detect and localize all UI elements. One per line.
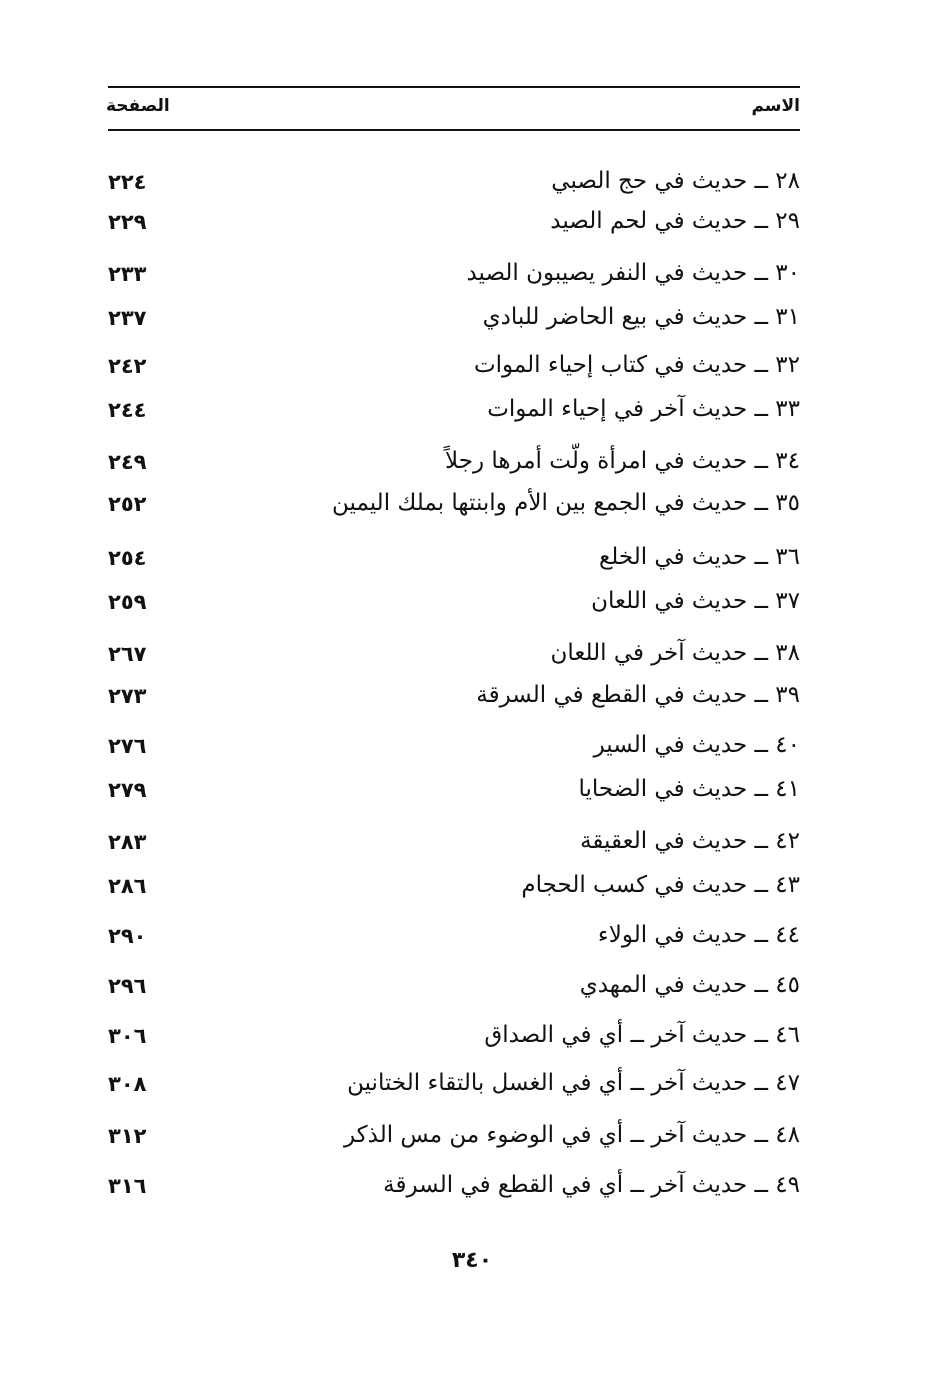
- header-rule: [108, 129, 800, 131]
- entry-page-number: ٢٣٧: [108, 306, 147, 330]
- entry-title: ٤١ ــ حديث في الضحايا: [578, 776, 800, 802]
- entry-page-number: ٢٩٠: [108, 924, 147, 948]
- entry-page-number: ٢٩٦: [108, 974, 147, 998]
- entry-title: ٤٢ ــ حديث في العقيقة: [580, 828, 800, 854]
- entry-page-number: ٢٧٩: [108, 778, 147, 802]
- entry-title: ٣٢ ــ حديث في كتاب إحياء الموات: [473, 352, 800, 378]
- entry-title: ٣٣ ــ حديث آخر في إحياء الموات: [487, 396, 800, 422]
- top-rule: [108, 86, 800, 88]
- entry-page-number: ٢٧٣: [108, 684, 147, 708]
- page-column-header: الصفحة: [106, 96, 170, 116]
- toc-entry: [108, 396, 800, 436]
- entry-title: ٣١ ــ حديث في بيع الحاضر للبادي: [482, 304, 800, 330]
- toc-entry: [108, 872, 800, 912]
- entry-title: ٣٧ ــ حديث في اللعان: [591, 588, 800, 614]
- toc-entry: [108, 640, 800, 680]
- entry-title: ٤٧ ــ حديث آخر ــ أي في الغسل بالتقاء الختانين: [347, 1070, 800, 1096]
- toc-entry: [108, 448, 800, 488]
- entry-page-number: ٢٥٤: [108, 546, 147, 570]
- toc-entry: [108, 1022, 800, 1062]
- entry-title: ٤٦ ــ حديث آخر ــ أي في الصداق: [484, 1022, 800, 1048]
- toc-entry: [108, 352, 800, 392]
- entry-page-number: ٣٠٨: [108, 1072, 147, 1096]
- toc-entry: [108, 304, 800, 344]
- entry-title: ٣٦ ــ حديث في الخلع: [599, 544, 800, 570]
- entry-page-number: ٢٨٦: [108, 874, 147, 898]
- entry-page-number: ٢٤٢: [108, 354, 147, 378]
- page-number: ٣٤٠: [451, 1248, 493, 1273]
- entry-title: ٢٩ ــ حديث في لحم الصيد: [550, 208, 800, 234]
- toc-entry: [108, 682, 800, 722]
- entry-page-number: ٣١٦: [108, 1174, 147, 1198]
- entry-title: ٣٩ ــ حديث في القطع في السرقة: [476, 682, 800, 708]
- toc-entry: [108, 544, 800, 584]
- toc-entry: [108, 1070, 800, 1110]
- toc-entry: [108, 168, 800, 208]
- entry-title: ٤٨ ــ حديث آخر ــ أي في الوضوء من مس الذكر: [343, 1122, 800, 1148]
- entry-page-number: ٢٤٩: [108, 450, 147, 474]
- toc-entry: [108, 1122, 800, 1162]
- toc-entry: [108, 922, 800, 962]
- toc-entry: [108, 260, 800, 300]
- entry-title: ٤٣ ــ حديث في كسب الحجام: [521, 872, 800, 898]
- entry-title: ٣٤ ــ حديث في امرأة ولّت أمرها رجلاً: [445, 448, 800, 474]
- toc-entry: [108, 732, 800, 772]
- entry-page-number: ٢٥٢: [108, 492, 147, 516]
- toc-entry: [108, 490, 800, 530]
- entry-page-number: ٢٣٣: [108, 262, 147, 286]
- entry-page-number: ٣٠٦: [108, 1024, 147, 1048]
- entry-page-number: ٢٦٧: [108, 642, 147, 666]
- entry-title: ٤٠ ــ حديث في السير: [593, 732, 800, 758]
- entry-page-number: ٢٨٣: [108, 830, 147, 854]
- entry-page-number: ٣١٢: [108, 1124, 147, 1148]
- entry-title: ٣٠ ــ حديث في النفر يصيبون الصيد: [466, 260, 800, 286]
- entry-title: ٢٨ ــ حديث في حج الصبي: [551, 168, 800, 194]
- entry-title: ٤٤ ــ حديث في الولاء: [597, 922, 800, 948]
- toc-entry: [108, 1172, 800, 1212]
- entry-title: ٤٩ ــ حديث آخر ــ أي في القطع في السرقة: [383, 1172, 800, 1198]
- toc-entry: [108, 208, 800, 248]
- entry-page-number: ٢٢٩: [108, 210, 147, 234]
- entry-page-number: ٢٢٤: [108, 170, 147, 194]
- entry-page-number: ٢٤٤: [108, 398, 147, 422]
- toc-entry: [108, 588, 800, 628]
- entry-title: ٣٨ ــ حديث آخر في اللعان: [550, 640, 800, 666]
- toc-entry: [108, 972, 800, 1012]
- entry-title: ٤٥ ــ حديث في المهدي: [579, 972, 800, 998]
- entry-page-number: ٢٧٦: [108, 734, 147, 758]
- entry-title: ٣٥ ــ حديث في الجمع بين الأم وابنتها بملك اليمين: [332, 490, 800, 516]
- toc-entry: [108, 828, 800, 868]
- entry-page-number: ٢٥٩: [108, 590, 147, 614]
- toc-entry: [108, 776, 800, 816]
- name-column-header: الاسم: [751, 96, 800, 116]
